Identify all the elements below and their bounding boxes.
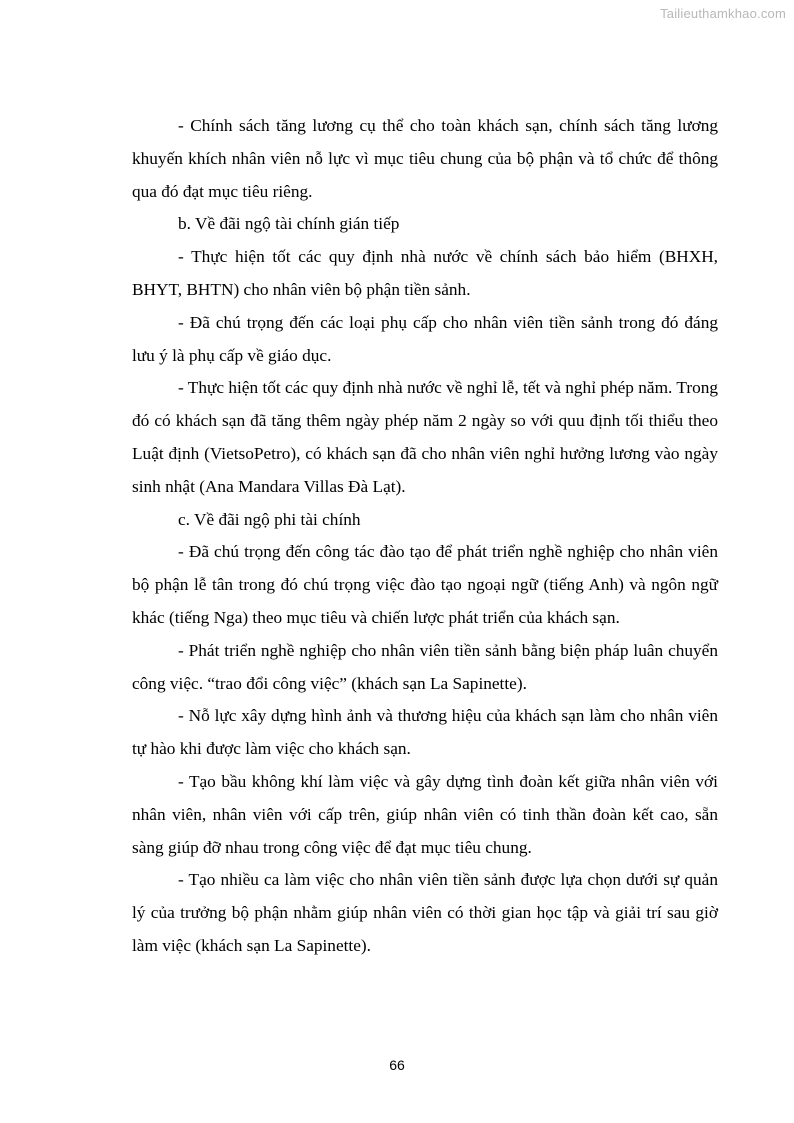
section-heading-indirect-financial: b. Về đãi ngộ tài chính gián tiếp bbox=[178, 214, 400, 234]
page-number: 66 bbox=[389, 1057, 405, 1073]
paragraph-insurance: - Thực hiện tốt các quy định nhà nước về chính sách bảo hiểm (BHXH, BHYT, BHTN) cho nhân viên bộ phận tiền sảnh. bbox=[132, 247, 718, 299]
section-heading-non-financial: c. Về đãi ngộ phi tài chính bbox=[178, 509, 361, 529]
paragraph-work-shifts: - Tạo nhiều ca làm việc cho nhân viên tiền sảnh được lựa chọn dưới sự quản lý của trưởng bộ phận nhằm giúp nhân viên có thời gian học tập và giải trí sau giờ làm việc (khách sạn La Sapinette). bbox=[132, 870, 718, 955]
watermark: Tailieuthamkhao.com bbox=[660, 6, 786, 21]
paragraph-salary-policy: - Chính sách tăng lương cụ thể cho toàn khách sạn, chính sách tăng lương khuyến khích nhân viên nỗ lực vì mục tiêu chung của bộ phận và tổ chức để thông qua đó đạt mục tiêu riêng. bbox=[132, 116, 718, 201]
paragraph-job-rotation: - Phát triển nghề nghiệp cho nhân viên tiền sảnh bằng biện pháp luân chuyển công việc. “trao đổi công việc” (khách sạn La Sapinette). bbox=[132, 640, 718, 693]
paragraph-holidays-leave: - Thực hiện tốt các quy định nhà nước về nghỉ lễ, tết và nghỉ phép năm. Trong đó có khách sạn đã tăng thêm ngày phép năm 2 ngày so với quu định tối thiểu theo Luật định (VietsoPetro), có khách sạn đã cho nhân viên nghỉ hưởng lương vào ngày sinh nhật (Ana Mandara Villas Đà Lạt). bbox=[132, 378, 718, 496]
document-body bbox=[132, 110, 718, 963]
paragraph-training: - Đã chú trọng đến công tác đào tạo để phát triển nghề nghiệp cho nhân viên bộ phận lễ tân trong đó chú trọng việc đào tạo ngoại ngữ (tiếng Anh) và ngôn ngữ khác (tiếng Nga) theo mục tiêu và chiến lược phát triển của khách sạn. bbox=[132, 542, 718, 627]
paragraph-work-atmosphere: - Tạo bầu không khí làm việc và gây dựng tình đoàn kết giữa nhân viên với nhân viên, nhân viên với cấp trên, giúp nhân viên có tinh thần đoàn kết cao, sẵn sàng giúp đỡ nhau trong công việc để đạt mục tiêu chung. bbox=[132, 771, 718, 857]
paragraph-allowances: - Đã chú trọng đến các loại phụ cấp cho nhân viên tiền sảnh trong đó đáng lưu ý là phụ cấp về giáo dục. bbox=[132, 312, 718, 365]
paragraph-brand-image: - Nỗ lực xây dựng hình ảnh và thương hiệu của khách sạn làm cho nhân viên tự hào khi được làm việc cho khách sạn. bbox=[132, 706, 718, 759]
